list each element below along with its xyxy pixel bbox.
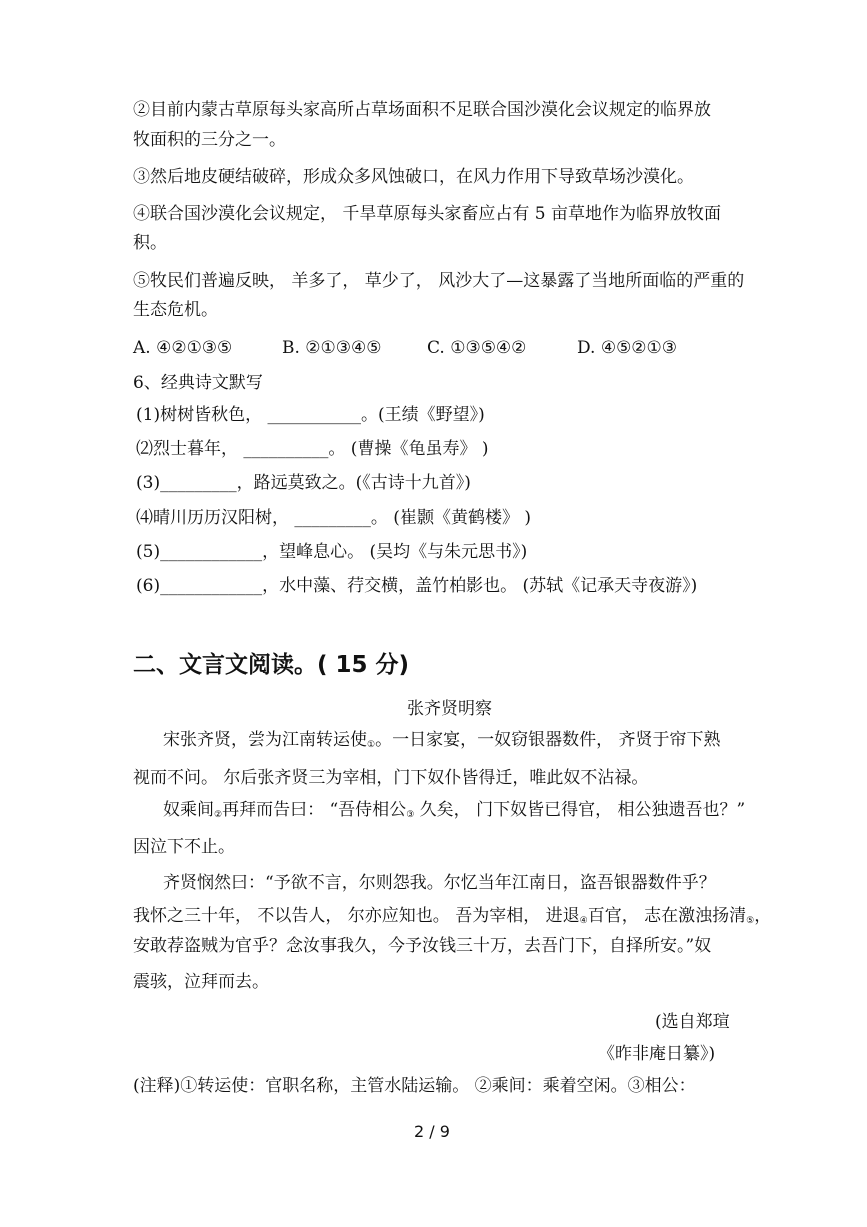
paragraph-3-line-3: 安敢荐盗贼为官乎？念汝事我久，今予汝钱三十万，去吾门下，自择所安。”奴	[133, 936, 712, 956]
paragraph-3-line-4: 震骇，泣拜而去。	[133, 972, 269, 992]
paragraph-2-line-1	[163, 799, 745, 826]
paragraph-3-line-2	[133, 905, 771, 932]
sentence-5-line-1: ⑤牧民们普遍反映， 羊多了， 草少了， 风沙大了—这暴露了当地所面临的严重的	[133, 271, 745, 291]
choice-a: A. ④②①③⑤	[133, 338, 233, 358]
paragraph-3-line-1: 齐贤悯然曰：“予欲不言，尔则怨我。尔忆当年江南日，盗吾银器数件乎？	[163, 873, 716, 893]
dictation-item-5: (5)____________，望峰息心。 (吴均《与朱元思书》)	[136, 542, 528, 562]
dictation-item-2: ⑵烈士暮年， __________。 (曹操《龟虽寿》 )	[136, 439, 489, 459]
dictation-item-4: ⑷晴川历历汉阳树， _________。 (崔颢《黄鹤楼》 )	[136, 508, 531, 528]
paragraph-2-text-b: 再拜而告曰： “吾侍相公	[222, 800, 407, 820]
footnote-marker-5: ⑤	[746, 916, 755, 926]
footnotes-line: (注释)①转运使：官职名称，主管水陆运输。 ②乘间：乘着空闲。③相公：	[133, 1076, 696, 1096]
paragraph-3-text-b: 百官， 志在激浊扬清	[587, 906, 747, 926]
sentence-5-line-2: 生态危机。	[133, 300, 218, 320]
page-number: 2 / 9	[414, 1122, 450, 1141]
paragraph-1-line-2: 视而不问。 尔后张齐贤三为宰相，门下奴仆皆得迁，唯此奴不沾禄。	[133, 768, 649, 788]
dictation-item-6: (6)____________，水中藻、荇交横，盖竹柏影也。 (苏轼《记承天寺夜游》)	[136, 576, 698, 596]
paragraph-3-text-c: ，	[754, 906, 772, 926]
sentence-2-line-2: 牧面积的三分之一。	[133, 130, 286, 150]
footnote-marker-4: ④	[579, 916, 588, 926]
source-line-1: (选自郑瑄	[655, 1012, 730, 1032]
dictation-item-3: (3)_________，路远莫致之。(《古诗十九首》)	[136, 473, 471, 493]
footnote-marker-2: ②	[214, 810, 223, 820]
choice-d: D. ④⑤②①③	[577, 338, 678, 358]
dictation-item-1: (1)树树皆秋色， ___________。(王绩《野望》)	[136, 405, 485, 425]
sentence-4-line-1: ④联合国沙漠化会议规定， 千旱草原每头家畜应占有 5 亩草地作为临界放牧面	[133, 204, 722, 224]
source-line-2: 《昨非庵日纂》)	[598, 1044, 716, 1064]
sentence-4-line-2: 积。	[133, 233, 167, 253]
paragraph-3-text-a: 我怀之三十年， 不以告人， 尔亦应知也。 吾为宰相， 进退	[133, 906, 580, 926]
paragraph-2-text-a: 奴乘间	[163, 800, 214, 820]
paragraph-1-text-a: 宋张齐贤，尝为江南转运使	[163, 730, 367, 750]
section-2-heading: 二、文言文阅读。( 15 分)	[133, 652, 410, 678]
sentence-3: ③然后地皮硬结破碎，形成众多风蚀破口，在风力作用下导致草场沙漠化。	[133, 167, 694, 187]
footnote-marker-1: ①	[367, 740, 376, 750]
paragraph-2-line-2: 因泣下不止。	[133, 837, 235, 857]
choice-c: C. ①③⑤④②	[427, 338, 527, 358]
choice-b: B. ②①③④⑤	[282, 338, 382, 358]
passage-title: 张齐贤明察	[407, 699, 492, 719]
paragraph-2-text-c: 久矣， 门下奴皆已得官， 相公独遗吾也？”	[414, 800, 746, 820]
question-6-title: 6、经典诗文默写	[133, 373, 263, 393]
paragraph-1-text-b: 。一日家宴，一奴窃银器数件， 齐贤于帘下熟	[375, 730, 721, 750]
paragraph-1-line-1	[163, 729, 720, 756]
footnote-marker-3: ③	[406, 810, 415, 820]
sentence-2-line-1: ②目前内蒙古草原每头家高所占草场面积不足联合国沙漠化会议规定的临界放	[133, 100, 711, 120]
